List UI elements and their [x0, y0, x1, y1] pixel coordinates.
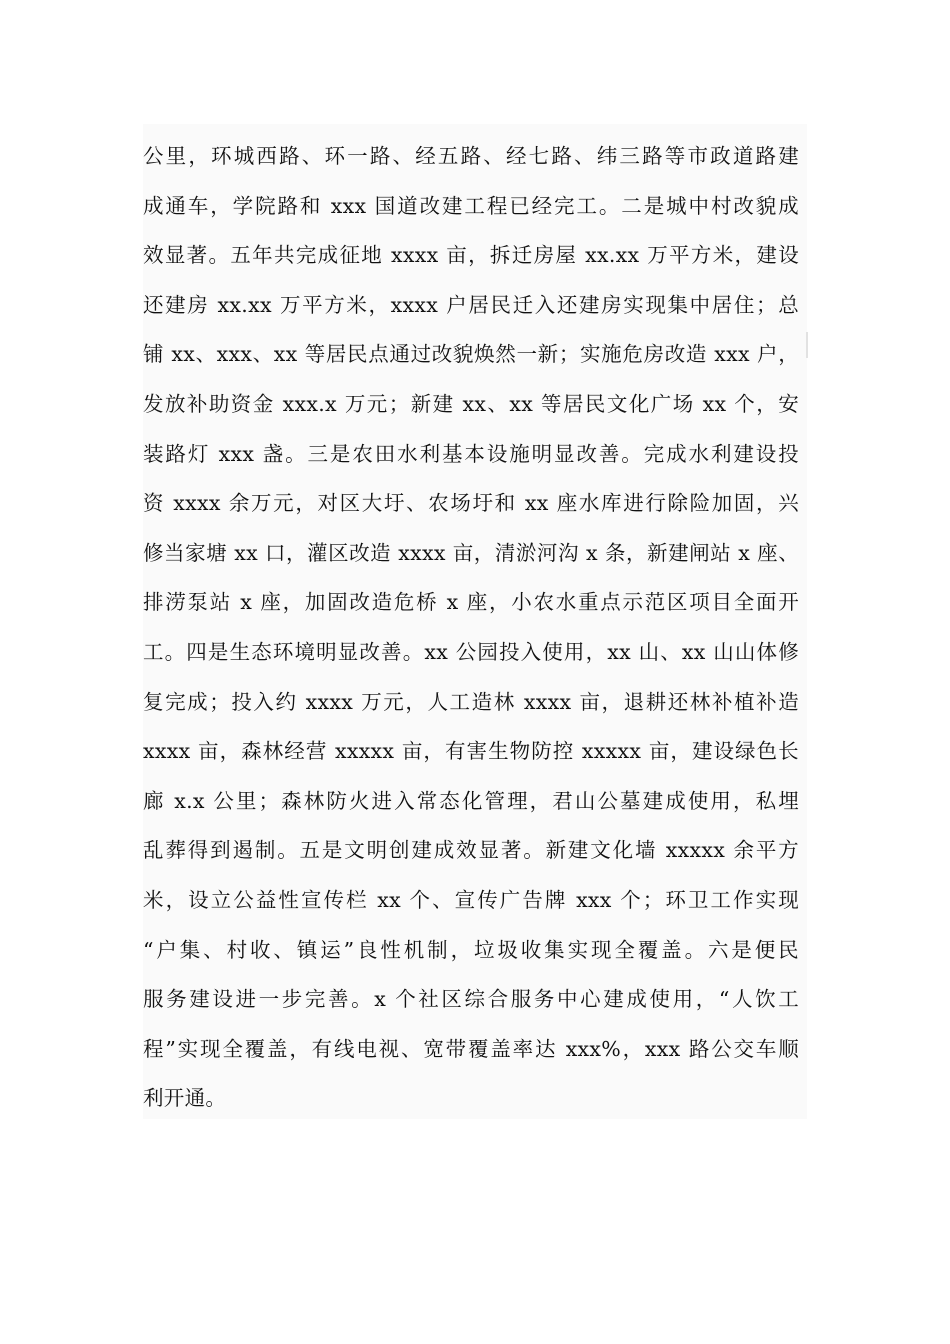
paragraph-line: 效显著。五年共完成征地 xxxx 亩，拆迁房屋 xx.xx 万平方米，建设 — [143, 243, 799, 268]
paragraph-line: 修当家塘 xx 口，灌区改造 xxxx 亩，清淤河沟 x 条，新建闸站 x 座、 — [143, 540, 799, 565]
paragraph-line: 乱葬得到遏制。五是文明创建成效显著。新建文化墙 xxxxx 余平方 — [143, 838, 799, 863]
paragraph-line: 利开通。 — [143, 1086, 227, 1111]
paragraph-line: 装路灯 xxx 盏。三是农田水利基本设施明显改善。完成水利建设投 — [143, 441, 799, 466]
paragraph-line: 资 xxxx 余万元，对区大圩、农场圩和 xx 座水库进行除险加固，兴 — [143, 491, 799, 516]
paragraph-line: 米，设立公益性宣传栏 xx 个、宣传广告牌 xxx 个；环卫工作实现 — [143, 887, 799, 912]
paragraph-line: “户集、村收、镇运”良性机制，垃圾收集实现全覆盖。六是便民 — [143, 937, 799, 962]
paragraph-line: 服务建设进一步完善。x 个社区综合服务中心建成使用，“人饮工 — [143, 987, 799, 1012]
paragraph-line: 工。四是生态环境明显改善。xx 公园投入使用，xx 山、xx 山山体修 — [143, 639, 799, 664]
paragraph-line: 发放补助资金 xxx.x 万元；新建 xx、xx 等居民文化广场 xx 个，安 — [143, 391, 799, 416]
paragraph-line: 还建房 xx.xx 万平方米，xxxx 户居民迁入还建房实现集中居住；总 — [143, 292, 799, 317]
paragraph-line: xxxx 亩，森林经营 xxxxx 亩，有害生物防控 xxxxx 亩，建设绿色长 — [143, 739, 799, 764]
paragraph-line: 程”实现全覆盖，有线电视、宽带覆盖率达 xxx%，xxx 路公交车顺 — [143, 1036, 799, 1061]
paragraph-line: 廊 x.x 公里；森林防火进入常态化管理，君山公墓建成使用，私埋 — [143, 788, 799, 813]
paragraph-line: 成通车，学院路和 xxx 国道改建工程已经完工。二是城中村改貌成 — [143, 193, 799, 218]
paragraph-line: 铺 xx、xxx、xx 等居民点通过改貌焕然一新；实施危房改造 xxx 户， — [143, 342, 799, 367]
body-paragraph — [143, 124, 807, 1119]
paragraph-line: 公里，环城西路、环一路、经五路、经七路、纬三路等市政道路建 — [143, 144, 799, 168]
paragraph-line: 复完成；投入约 xxxx 万元，人工造林 xxxx 亩，退耕还林补植补造 — [143, 689, 799, 714]
page-edge-mark — [806, 332, 808, 358]
paragraph-line: 排涝泵站 x 座，加固改造危桥 x 座，小农水重点示范区项目全面开 — [143, 590, 799, 615]
